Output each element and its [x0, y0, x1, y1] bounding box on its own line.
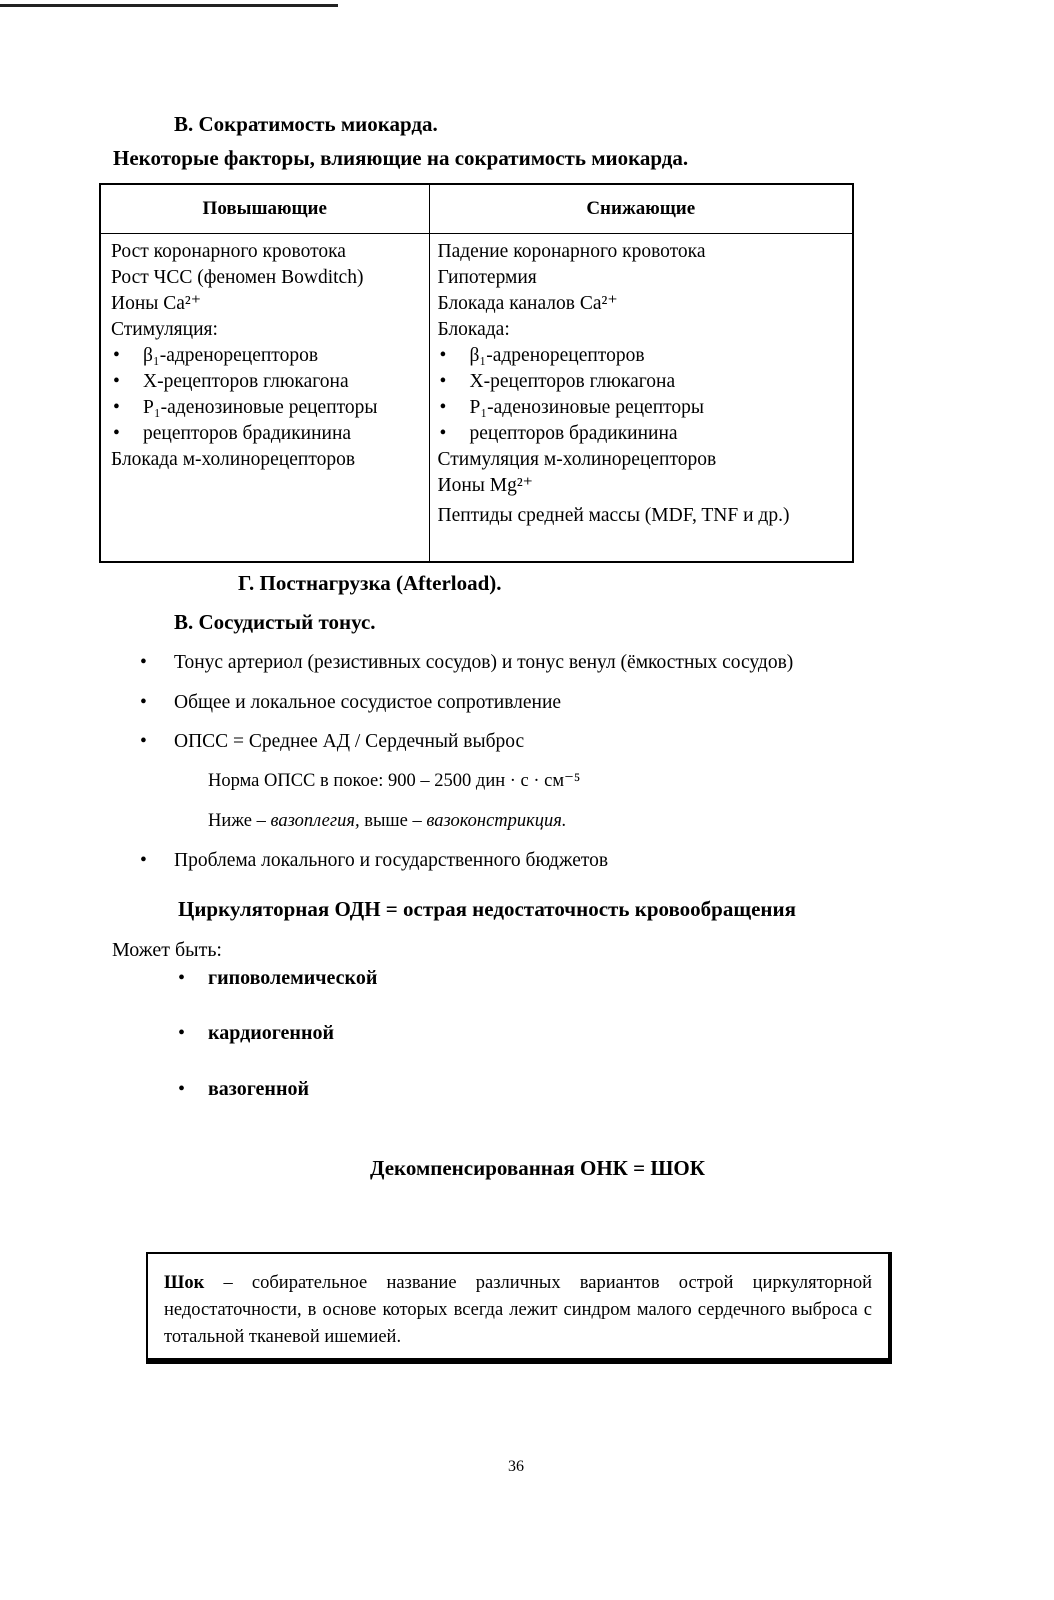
increase-item: Рост ЧСС (феномен Bowditch)	[111, 267, 364, 288]
bullet-icon: •	[178, 1078, 186, 1100]
increase-item: • X-рецепторов глюкагона	[111, 369, 423, 395]
decrease-item: • β₁-адренорецепторов	[438, 343, 847, 369]
decrease-item: • P₁-аденозиновые рецепторы	[438, 395, 847, 421]
decrease-item: Пептиды средней массы (MDF, TNF и др.)	[437, 505, 790, 526]
odn-title: Циркуляторная ОДН = острая недостаточность кровообращения	[178, 897, 796, 921]
section-b-title: В. Сократимость миокарда.	[174, 112, 438, 136]
increase-item: Стимуляция:	[111, 319, 218, 340]
increase-factors-cell	[100, 234, 429, 563]
decrease-item: Падение коронарного кровотока	[437, 241, 706, 262]
bullet-icon: •	[140, 652, 147, 673]
bullet-icon: •	[140, 850, 147, 871]
list-item-text: Общее и локальное сосудистое сопротивление	[174, 692, 562, 713]
may-be-label: Может быть:	[112, 939, 222, 961]
top-rule	[0, 4, 338, 7]
increase-item: Ионы Ca²⁺	[111, 293, 202, 314]
type-item	[178, 1078, 309, 1101]
type-label: вазогенной	[208, 1078, 309, 1100]
decrease-item: Блокада каналов Ca²⁺	[437, 293, 618, 314]
type-item	[178, 967, 377, 990]
lower-term: вазоплегия,	[270, 811, 360, 831]
list-item-text: ОПСС = Среднее АД / Сердечный выброс	[174, 731, 525, 752]
factors-table-title: Некоторые факторы, влияющие на сократимость миокарда.	[113, 146, 689, 170]
section-v-title: В. Сосудистый тонус.	[174, 610, 376, 634]
shock-definition: – собирательное название различных вариантов острой циркуляторной недостаточности, в основе которых всегда лежит синдром малого сердечного выброса с тотальной тканевой ишемией.	[164, 1273, 872, 1347]
decrease-item: • рецепторов брадикинина	[438, 421, 847, 447]
type-label: гиповолемической	[208, 967, 378, 989]
bullet-icon: •	[178, 1022, 186, 1044]
lower-label: Ниже –	[208, 811, 271, 831]
page-number: 36	[508, 1458, 524, 1475]
type-item	[178, 1022, 334, 1045]
type-label: кардиогенной	[208, 1022, 334, 1044]
bullet-icon: •	[140, 692, 147, 713]
ssvr-deviations	[208, 811, 567, 832]
increase-item: • P₁-аденозиновые рецепторы	[111, 395, 423, 421]
list-item	[140, 850, 608, 872]
decrease-item: Ионы Mg²⁺	[437, 475, 533, 496]
contractility-factors-table	[99, 183, 854, 563]
decrease-factors-cell	[429, 234, 853, 563]
onk-title: Декомпенсированная ОНК = ШОК	[370, 1156, 705, 1180]
list-item	[140, 731, 524, 753]
column-header-decrease: Снижающие	[429, 184, 853, 234]
bullet-icon: •	[178, 967, 186, 989]
increase-item: Рост коронарного кровотока	[111, 241, 346, 262]
shock-term: Шок	[164, 1273, 205, 1293]
decrease-item: Гипотермия	[437, 267, 537, 288]
increase-item: Блокада м-холинорецепторов	[111, 449, 356, 470]
higher-term: вазоконстрикция.	[426, 811, 567, 831]
list-item	[140, 652, 793, 674]
increase-item: • рецепторов брадикинина	[111, 421, 423, 447]
higher-label: выше –	[359, 811, 427, 831]
shock-definition-box	[146, 1252, 892, 1364]
decrease-item: Стимуляция м-холинорецепторов	[437, 449, 717, 470]
list-item	[140, 692, 561, 714]
increase-item: • β₁-адренорецепторов	[111, 343, 423, 369]
decrease-item: • X-рецепторов глюкагона	[438, 369, 847, 395]
decrease-item: Блокада:	[437, 319, 510, 340]
section-g-title: Г. Постнагрузка (Afterload).	[238, 571, 502, 595]
column-header-increase: Повышающие	[100, 184, 429, 234]
ssvr-norm: Норма ОПСС в покое: 900 – 2500 дин · с · см⁻⁵	[208, 771, 581, 791]
list-item-text: Проблема локального и государственного бюджетов	[174, 850, 609, 871]
list-item-text: Тонус артериол (резистивных сосудов) и тонус венул (ёмкостных сосудов)	[174, 652, 794, 673]
bullet-icon: •	[140, 731, 147, 752]
